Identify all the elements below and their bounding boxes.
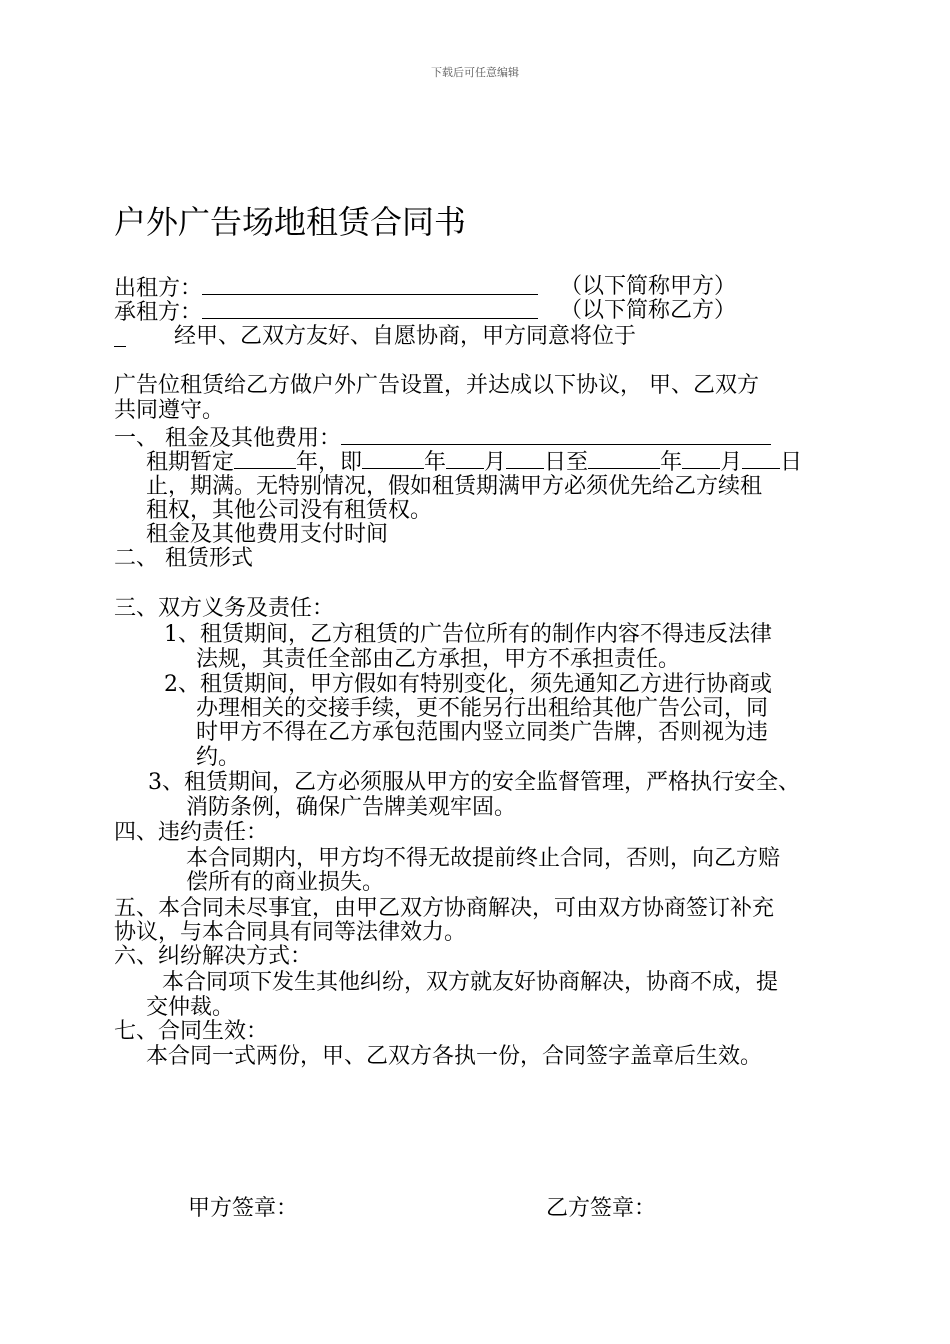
lessor-note: （以下简称甲方） [560, 274, 737, 299]
intro-line-3: 共同遵守。 [114, 398, 225, 423]
lessee-name-field[interactable] [202, 298, 538, 319]
section-3-item-2-line-1: 2、租赁期间，甲方假如有特别变化，须先通知乙方进行协商或 [164, 672, 772, 697]
section-3-item-2-line-3: 时甲方不得在乙方承包范围内竖立同类广告牌，否则视为违 [196, 720, 769, 745]
term-text-7: 月 [720, 450, 743, 475]
section-5-line-1: 五、本合同未尽事宜，由甲乙双方协商解决，可由双方协商签订补充 [114, 896, 775, 921]
section-4-line-1: 本合同期内，甲方均不得无故提前终止合同，否则，向乙方赔 [186, 846, 781, 871]
term-years-field[interactable] [234, 448, 296, 469]
section-3-heading: 三、双方义务及责任： [114, 596, 335, 621]
section-6-line-2: 交仲裁。 [146, 995, 235, 1020]
lessor-name-field[interactable] [202, 274, 538, 295]
location-field[interactable] [114, 340, 126, 347]
rent-term-row [146, 448, 802, 476]
section-3-item-2-line-4: 约。 [196, 745, 241, 770]
start-day-field[interactable] [506, 448, 544, 469]
term-text-6: 年 [660, 450, 683, 475]
term-text-2: 年，即 [296, 450, 363, 475]
section-7-heading: 七、合同生效： [114, 1019, 269, 1044]
section-3-item-1-line-1: 1、租赁期间，乙方租赁的广告位所有的制作内容不得违反法律 [164, 622, 772, 647]
term-text-1: 租期暂定 [146, 450, 235, 475]
end-year-field[interactable] [588, 448, 660, 469]
lessee-row [114, 298, 538, 326]
section-1-line-3: 租权，其他公司没有租赁权。 [146, 498, 433, 523]
lessee-label: 承租方： [114, 300, 203, 325]
section-4-heading: 四、违约责任： [114, 820, 269, 845]
section-3-item-3-line-1: 3、租赁期间，乙方必须服从甲方的安全监督管理，严格执行安全、 [148, 770, 800, 795]
section-3-item-2-line-2: 办理相关的交接手续，更不能另行出租给其他广告公司，同 [196, 696, 769, 721]
start-month-field[interactable] [446, 448, 484, 469]
party-a-signature-label: 甲方签章： [188, 1196, 299, 1221]
party-b-signature-label: 乙方签章： [546, 1196, 657, 1221]
section-5-line-2: 协议，与本合同具有同等法律效力。 [114, 920, 467, 945]
end-month-field[interactable] [682, 448, 720, 469]
intro-line-2: 广告位租赁给乙方做户外广告设置，并达成以下协议， 甲、乙双方 [114, 373, 759, 398]
term-text-4: 月 [484, 450, 507, 475]
term-text-8: 日 [780, 450, 803, 475]
section-1-line-4: 租金及其他费用支付时间 [146, 522, 389, 547]
intro-line-1: 经甲、乙双方友好、自愿协商，甲方同意将位于 [174, 324, 637, 349]
lessor-label: 出租方： [114, 276, 203, 301]
section-1-line-2: 止，期满。无特别情况，假如租赁期满甲方必须优先给乙方续租 [146, 474, 763, 499]
section-1-heading: 一、 租金及其他费用： [114, 426, 341, 451]
rent-field[interactable] [341, 424, 771, 445]
lessee-note: （以下简称乙方） [560, 298, 737, 323]
section-6-line-1: 本合同项下发生其他纠纷，双方就友好协商解决，协商不成，提 [162, 970, 779, 995]
start-year-field[interactable] [362, 448, 424, 469]
section-7-line-1: 本合同一式两份，甲、乙双方各执一份，合同签字盖章后生效。 [146, 1044, 763, 1069]
header-note: 下载后可任意编辑 [431, 66, 519, 79]
section-3-item-1-line-2: 法规，其责任全部由乙方承担，甲方不承担责任。 [196, 647, 681, 672]
section-3-item-3-line-2: 消防条例，确保广告牌美观牢固。 [186, 795, 517, 820]
section-6-heading: 六、纠纷解决方式： [114, 944, 313, 969]
end-day-field[interactable] [742, 448, 780, 469]
document-title: 户外广告场地租赁合同书 [114, 203, 467, 241]
term-text-3: 年 [424, 450, 447, 475]
term-text-5: 日至 [544, 450, 589, 475]
section-4-line-2: 偿所有的商业损失。 [186, 870, 385, 895]
section-2-heading: 二、 租赁形式 [114, 546, 253, 571]
